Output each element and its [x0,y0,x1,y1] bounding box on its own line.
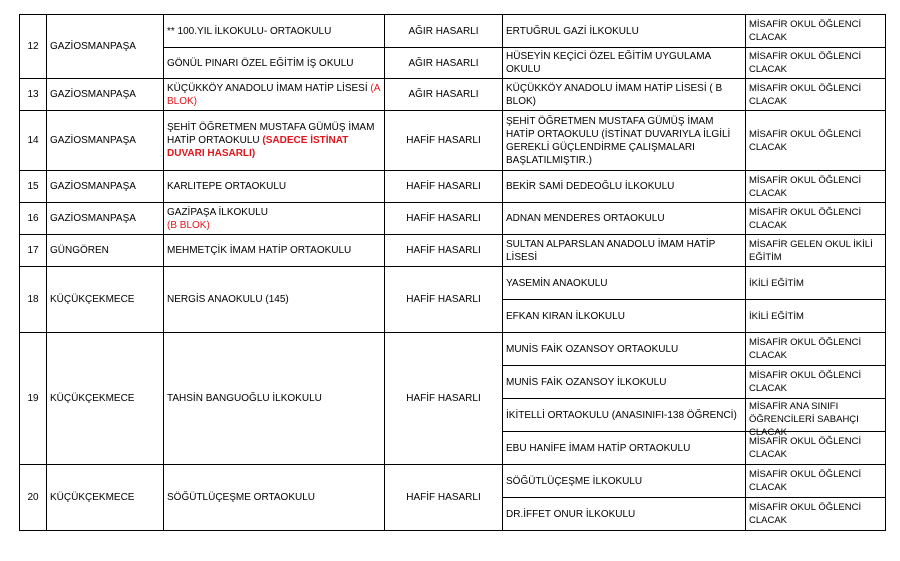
school-cell [164,111,385,171]
status-cell: MİSAFİR OKUL ÖĞLENCİ CLACAK [746,333,886,366]
status-cell: MİSAFİR OKUL ÖĞLENCİ CLACAK [746,465,886,498]
status-cell: MİSAFİR GELEN OKUL İKİLİ EĞİTİM [746,235,886,267]
table-row [20,235,886,267]
target-school-cell: SÖĞÜTLÜÇEŞME İLKOKULU [503,465,746,498]
status-cell [746,399,886,438]
district-cell: GAZİOSMANPAŞA [47,15,164,79]
school-relocation-table [19,14,886,531]
district-cell: KÜÇÜKÇEKMECE [47,465,164,531]
table-row [20,111,886,171]
district-cell: GAZİOSMANPAŞA [47,79,164,111]
status-cell: MİSAFİR OKUL ÖĞLENCİ CLACAK [746,15,886,48]
table-row [20,15,886,48]
row-number: 12 [20,15,47,79]
target-school-cell: KÜÇÜKKÖY ANADOLU İMAM HATİP LİSESİ ( B BLOK) [503,79,746,111]
school-cell: MEHMETÇİK İMAM HATİP ORTAOKULU [164,235,385,267]
damage-cell: HAFİF HASARLI [385,111,503,171]
damage-cell: AĞIR HASARLI [385,48,503,79]
damage-cell: HAFİF HASARLI [385,267,503,333]
row-number: 20 [20,465,47,531]
target-school-cell: MUNİS FAİK OZANSOY ORTAOKULU [503,333,746,366]
damage-cell: HAFİF HASARLI [385,203,503,235]
target-school-cell: ERTUĞRUL GAZİ İLKOKULU [503,15,746,48]
target-school-cell: EFKAN KIRAN İLKOKULU [503,300,746,333]
target-school-cell: ŞEHİT ÖĞRETMEN MUSTAFA GÜMÜŞ İMAM HATİP ORTAOKULU (İSTİNAT DUVARIYLA İLGİLİ GEREKLİ GÜÇLENDİRME ÇALIŞMALARI BAŞLATILMIŞTIR.) [503,111,746,171]
target-school-cell: İKİTELLİ ORTAOKULU (ANASINIFI-138 ÖĞRENCİ) [503,399,746,432]
status-cell: MİSAFİR OKUL ÖĞLENCİ CLACAK [746,111,886,171]
target-school-cell: MUNİS FAİK OZANSOY İLKOKULU [503,366,746,399]
damage-cell: AĞIR HASARLI [385,79,503,111]
status-cell: MİSAFİR OKUL ÖĞLENCİ CLACAK [746,366,886,399]
status-cell: İKİLİ EĞİTİM [746,300,886,333]
status-cell: İKİLİ EĞİTİM [746,267,886,300]
target-school-cell: SULTAN ALPARSLAN ANADOLU İMAM HATİP LİSESİ [503,235,746,267]
status-text: MİSAFİR ANA SINIFI ÖĞRENCİLERİ SABAHÇI CLACAK [749,401,859,438]
school-note: (B BLOK) [167,219,210,231]
school-cell: NERGİS ANAOKULU (145) [164,267,385,333]
district-cell: KÜÇÜKÇEKMECE [47,267,164,333]
target-school-cell: EBU HANİFE İMAM HATİP ORTAOKULU [503,432,746,465]
status-cell: MİSAFİR OKUL ÖĞLENCİ CLACAK [746,498,886,531]
school-cell: GÖNÜL PINARI ÖZEL EĞİTİM İŞ OKULU [164,48,385,79]
damage-cell: HAFİF HASARLI [385,333,503,465]
school-cell [164,79,385,111]
row-number: 16 [20,203,47,235]
school-cell [164,203,385,235]
target-school-cell: DR.İFFET ONUR İLKOKULU [503,498,746,531]
district-cell: GAZİOSMANPAŞA [47,203,164,235]
target-school-cell: BEKİR SAMİ DEDEOĞLU İLKOKULU [503,171,746,203]
status-cell: MİSAFİR OKUL ÖĞLENCİ CLACAK [746,432,886,465]
district-cell: GÜNGÖREN [47,235,164,267]
row-number: 18 [20,267,47,333]
school-note: (A BLOK) [167,82,380,107]
school-cell: ** 100.YIL İLKOKULU- ORTAOKULU [164,15,385,48]
status-cell: MİSAFİR OKUL ÖĞLENCİ CLACAK [746,203,886,235]
table-row [20,203,886,235]
damage-cell: HAFİF HASARLI [385,235,503,267]
school-cell: KARLITEPE ORTAOKULU [164,171,385,203]
school-name: ŞEHİT ÖĞRETMEN MUSTAFA GÜMÜŞ İMAM HATİP ORTAOKULU [167,122,375,146]
status-cell: MİSAFİR OKUL ÖĞLENCİ CLACAK [746,171,886,203]
damage-cell: AĞIR HASARLI [385,15,503,48]
row-number: 19 [20,333,47,465]
table-row [20,333,886,366]
target-school-cell: HÜSEYİN KEÇİCİ ÖZEL EĞİTİM UYGULAMA OKULU [503,48,746,79]
district-cell: KÜÇÜKÇEKMECE [47,333,164,465]
status-cell: MİSAFİR OKUL ÖĞLENCİ CLACAK [746,48,886,79]
damage-cell: HAFİF HASARLI [385,465,503,531]
school-note: (SADECE İSTİNAT DUVARI HASARLI) [167,135,349,159]
row-number: 14 [20,111,47,171]
table-row [20,171,886,203]
school-cell: TAHSİN BANGUOĞLU İLKOKULU [164,333,385,465]
target-school-cell: ADNAN MENDERES ORTAOKULU [503,203,746,235]
status-cell: MİSAFİR OKUL ÖĞLENCİ CLACAK [746,79,886,111]
damage-cell: HAFİF HASARLI [385,171,503,203]
school-cell: SÖĞÜTLÜÇEŞME ORTAOKULU [164,465,385,531]
district-cell: GAZİOSMANPAŞA [47,171,164,203]
school-name: GAZİPAŞA İLKOKULU [167,206,268,218]
table-row [20,79,886,111]
district-cell: GAZİOSMANPAŞA [47,111,164,171]
row-number: 15 [20,171,47,203]
row-number: 13 [20,79,47,111]
table-row [20,465,886,498]
target-school-cell: YASEMİN ANAOKULU [503,267,746,300]
school-name: KÜÇÜKKÖY ANADOLU İMAM HATİP LİSESİ [167,82,368,94]
table-row [20,267,886,300]
row-number: 17 [20,235,47,267]
